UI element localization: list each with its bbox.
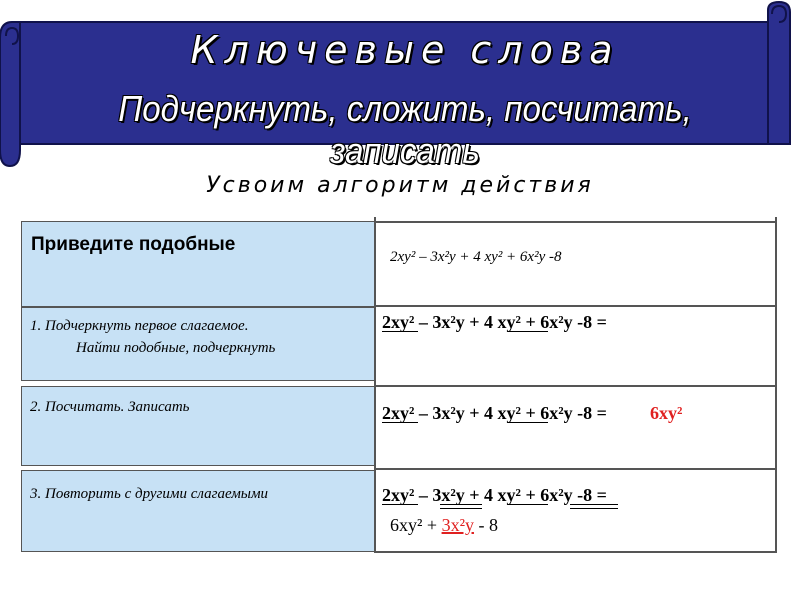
step2-underline-first	[382, 422, 418, 424]
keywords-banner	[0, 0, 800, 170]
header-left-cell	[21, 221, 375, 307]
row-divider-2	[374, 305, 777, 307]
row-divider-5	[374, 551, 777, 553]
step3-underline-similar	[508, 504, 548, 506]
step2-result: 6xy²	[650, 403, 683, 423]
step2-underline-similar	[508, 422, 548, 424]
row-divider-3	[374, 385, 777, 387]
step1-underline-first	[382, 331, 418, 333]
banner-subtitle: Подчеркнуть, сложить, посчитать, записать	[118, 88, 692, 171]
step1-left-cell	[21, 307, 375, 381]
step3-expression: 2xy² – 3x²y + 4 xy² + 6x²y -8 =	[382, 485, 607, 505]
step1-line1: 1. Подчеркнуть первое слагаемое.	[30, 318, 249, 334]
banner-title: Ключевые слова	[190, 28, 620, 72]
header-expression: 2xy² – 3x²y + 4 xy² + 6x²y -8	[390, 249, 562, 265]
row-divider-4	[374, 468, 777, 470]
step3-label: 3. Повторить с другими слагаемыми	[30, 486, 269, 502]
step3-result-text: 6xy² + 3x²y - 8	[390, 515, 498, 535]
row-divider-1	[374, 221, 777, 223]
step3-result-line	[390, 515, 498, 536]
step3-double-underline-a	[440, 504, 482, 509]
step2-label: 2. Посчитать. Записать	[30, 399, 190, 415]
step3-left-cell	[21, 470, 375, 552]
step1-expression: 2xy² – 3x²y + 4 xy² + 6x²y -8 =	[382, 312, 607, 332]
algorithm-subtitle: Усвоим алгоритм действия	[206, 173, 594, 198]
step3-double-underline-b	[570, 504, 618, 509]
step1-line2: Найти подобные, подчеркнуть	[76, 340, 276, 356]
header-left-label: Приведите подобные	[31, 234, 236, 255]
step2-expression: 2xy² – 3x²y + 4 xy² + 6x²y -8 =	[382, 403, 607, 423]
step3-result-highlight: 3x²y	[441, 515, 474, 535]
step3-underline-first	[382, 504, 418, 506]
step2-left-cell	[21, 386, 375, 466]
step1-underline-similar	[508, 331, 548, 333]
